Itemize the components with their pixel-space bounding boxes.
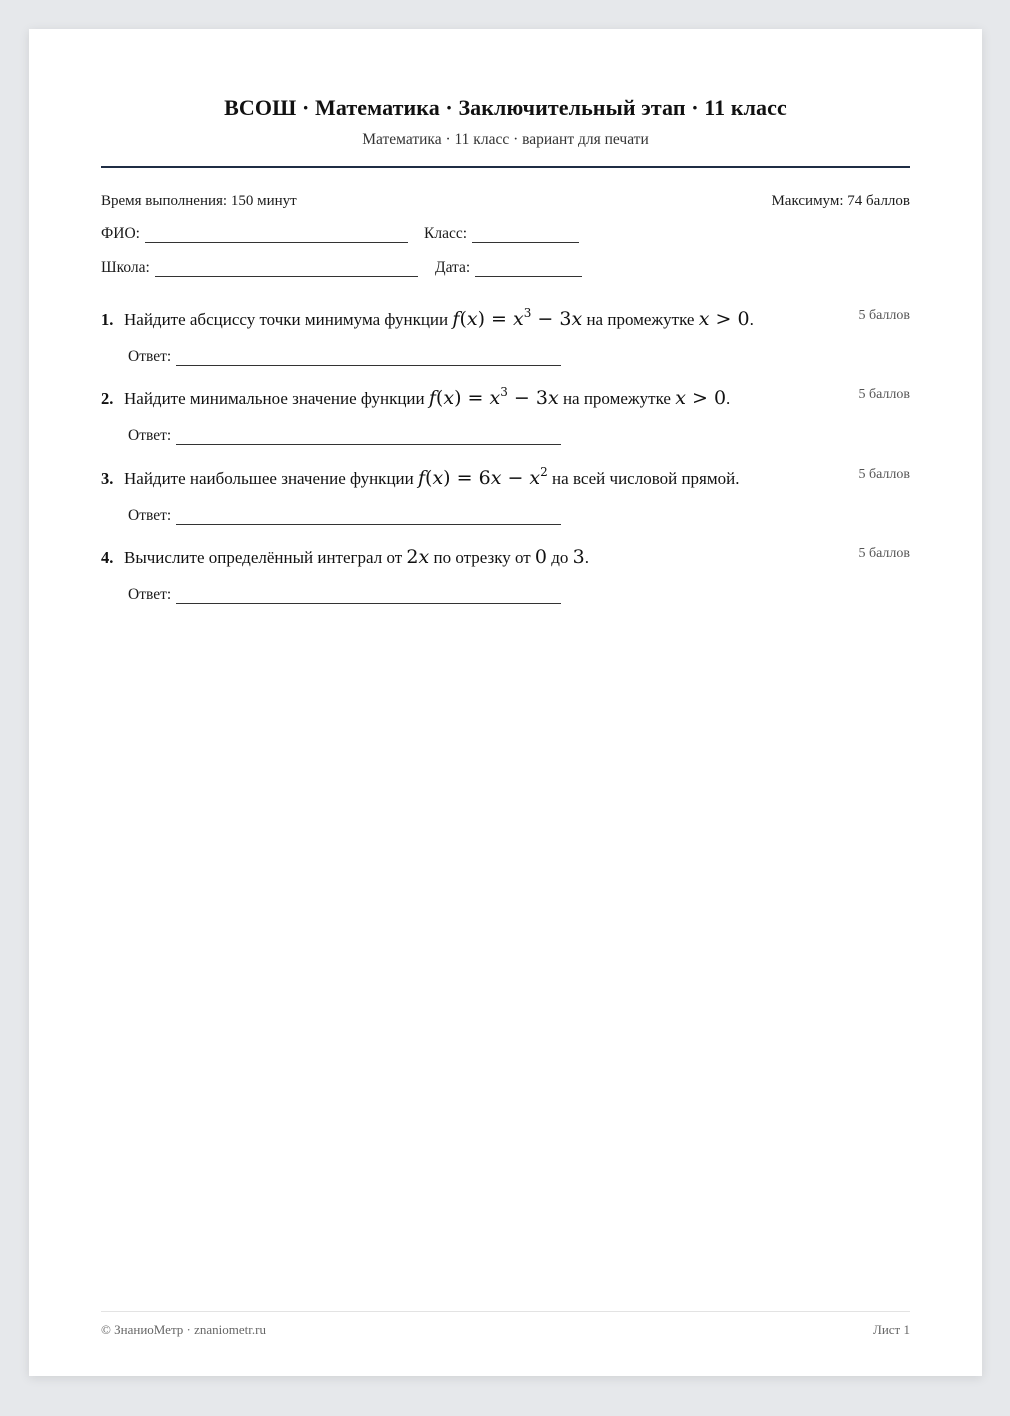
answer-label: Ответ: [128,586,172,603]
answer-field[interactable] [128,507,561,525]
task-3 [101,465,910,524]
footer-divider [101,1311,910,1312]
task-number: 3. [101,469,114,488]
page-title: ВСОШ · Математика · Заключительный этап · 11 класс [224,95,787,120]
task-text: Найдите минимальное значение функции $f(x) = x^3 - 3x$ на промежутке x > 0. [124,385,731,409]
fio-field[interactable] [101,225,408,243]
school-label: Школа: [101,259,150,276]
formula: $f(x) = 6x - x^2$ [417,465,548,489]
formula: $f(x) = x^3 - 3x$ [452,306,583,330]
answer-blank[interactable] [176,512,561,525]
school-field[interactable] [101,259,418,277]
task-points: 5 баллов [858,546,910,561]
task-text: Вычислите определённый интеграл от 2x по отрезку от 0 до 3. [124,546,590,568]
answer-label: Ответ: [128,427,172,444]
school-blank[interactable] [155,264,418,277]
task-number: 2. [101,389,114,408]
footer-copyright: © ЗнаниоМетр · znaniometr.ru [101,1322,266,1337]
answer-field[interactable] [128,586,561,604]
formula: 0 [534,546,548,568]
page-subtitle: Математика · 11 класс · вариант для печати [362,131,649,148]
task-text: Найдите абсциссу точки минимума функции $f(x) = x^3 - 3x$ на промежутке x > 0. [124,306,754,330]
formula: 3 [572,546,585,568]
formula: 2x [406,546,430,568]
answer-blank[interactable] [176,591,561,604]
task-points: 5 баллов [858,387,910,402]
task-number: 1. [101,310,114,329]
header-divider [101,166,910,168]
task-1 [101,306,910,365]
formula: x > 0 [698,308,750,330]
fio-blank[interactable] [145,230,408,243]
answer-label: Ответ: [128,507,172,524]
date-blank[interactable] [475,264,582,277]
answer-blank[interactable] [176,432,561,445]
task-4 [101,546,910,603]
max-score: Максимум: 74 баллов [771,193,910,209]
date-label: Дата: [435,259,471,276]
fio-label: ФИО: [101,225,140,242]
task-2 [101,385,910,444]
worksheet-page [29,29,982,1376]
answer-label: Ответ: [128,348,172,365]
answer-field[interactable] [128,348,561,366]
task-text: Найдите наибольшее значение функции $f(x) = 6x - x^2$ на всей числовой прямой. [124,465,740,489]
answer-blank[interactable] [176,353,561,366]
formula: x > 0 [675,387,727,409]
formula: $f(x) = x^3 - 3x$ [428,385,559,409]
class-label: Класс: [424,225,468,242]
task-points: 5 баллов [858,308,910,323]
footer-sheet-number: Лист 1 [873,1322,910,1337]
class-blank[interactable] [472,230,579,243]
answer-field[interactable] [128,427,561,445]
class-field[interactable] [424,225,579,243]
task-number: 4. [101,548,114,567]
time-limit: Время выполнения: 150 минут [101,193,297,209]
task-points: 5 баллов [858,467,910,482]
date-field[interactable] [435,259,582,277]
